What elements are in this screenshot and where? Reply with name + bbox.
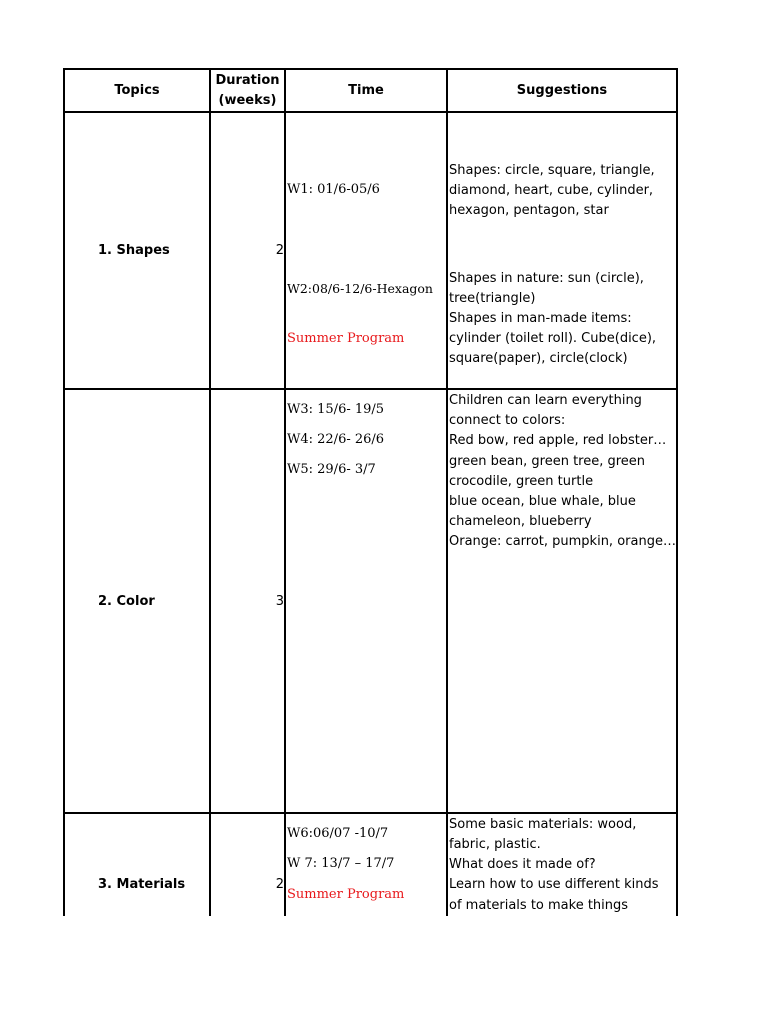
row-2-time-w4: W4: 22/6- 26/6	[287, 432, 385, 447]
header-topics: Topics	[114, 83, 160, 98]
row-3-duration: 2	[275, 877, 284, 892]
header-suggestions: Suggestions	[516, 83, 608, 98]
row-1-time-w2: W2:08/6-12/6-Hexagon	[287, 281, 433, 296]
row-2-time-w3: W3: 15/6- 19/5	[287, 402, 385, 417]
row-2-suggestion-line: blue ocean, blue whale, blue	[449, 494, 636, 509]
row-1-suggestion-line: cylinder (toilet roll). Cube(dice),	[449, 331, 657, 346]
row-2-time-w5: W5: 29/6- 3/7	[287, 462, 376, 477]
row-2-bottom-border	[63, 812, 678, 814]
row-1-suggestion-line: diamond, heart, cube, cylinder,	[449, 183, 654, 198]
row-2-suggestion-line: Orange: carrot, pumpkin, orange…	[449, 534, 676, 549]
row-1-time-w1: W1: 01/6-05/6	[287, 182, 380, 197]
row-1-suggestion-line: Shapes in nature: sun (circle),	[449, 271, 644, 286]
row-3-summer-program-note: Summer Program	[287, 887, 405, 902]
col-divider-time	[284, 68, 286, 916]
header-bottom-border	[63, 111, 678, 113]
row-2-topic: 2. Color	[98, 594, 155, 609]
table-border-right	[676, 68, 678, 916]
row-2-suggestion-line: Children can learn everything	[449, 393, 642, 408]
row-2-suggestion-line: chameleon, blueberry	[449, 514, 592, 529]
row-2-duration: 3	[275, 594, 284, 609]
row-1-topic: 1. Shapes	[98, 243, 170, 258]
row-3-suggestion-line: Learn how to use different kinds	[449, 877, 659, 892]
row-1-summer-program-note: Summer Program	[287, 331, 405, 346]
header-duration-line1: Duration	[215, 73, 280, 88]
header-time: Time	[348, 83, 384, 98]
row-1-suggestion-line: Shapes in man-made items:	[449, 311, 632, 326]
row-3-suggestion-line: Some basic materials: wood,	[449, 817, 637, 832]
row-3-suggestion-line: fabric, plastic.	[449, 837, 541, 852]
row-1-suggestion-line: Shapes: circle, square, triangle,	[449, 163, 655, 178]
header-duration-line2: (weeks)	[218, 93, 277, 108]
table-border-left	[63, 68, 65, 916]
row-2-suggestion-line: crocodile, green turtle	[449, 474, 594, 489]
table-border-top	[63, 68, 678, 70]
col-divider-duration	[209, 68, 211, 916]
row-3-topic: 3. Materials	[98, 877, 186, 892]
row-1-duration: 2	[275, 243, 284, 258]
row-3-suggestion-line: What does it made of?	[449, 857, 596, 872]
row-1-suggestion-line: tree(triangle)	[449, 291, 536, 306]
col-divider-suggestions	[446, 68, 448, 916]
row-2-suggestion-line: green bean, green tree, green	[449, 454, 646, 469]
row-3-time-w7: W 7: 13/7 – 17/7	[287, 856, 395, 871]
row-3-suggestion-line: of materials to make things	[449, 898, 629, 913]
row-1-suggestion-line: square(paper), circle(clock)	[449, 351, 628, 366]
row-2-suggestion-line: connect to colors:	[449, 413, 566, 428]
row-2-suggestion-line: Red bow, red apple, red lobster…	[449, 433, 667, 448]
row-3-time-w6: W6:06/07 -10/7	[287, 826, 389, 841]
row-1-suggestion-line: hexagon, pentagon, star	[449, 203, 609, 218]
row-1-bottom-border	[63, 388, 678, 390]
